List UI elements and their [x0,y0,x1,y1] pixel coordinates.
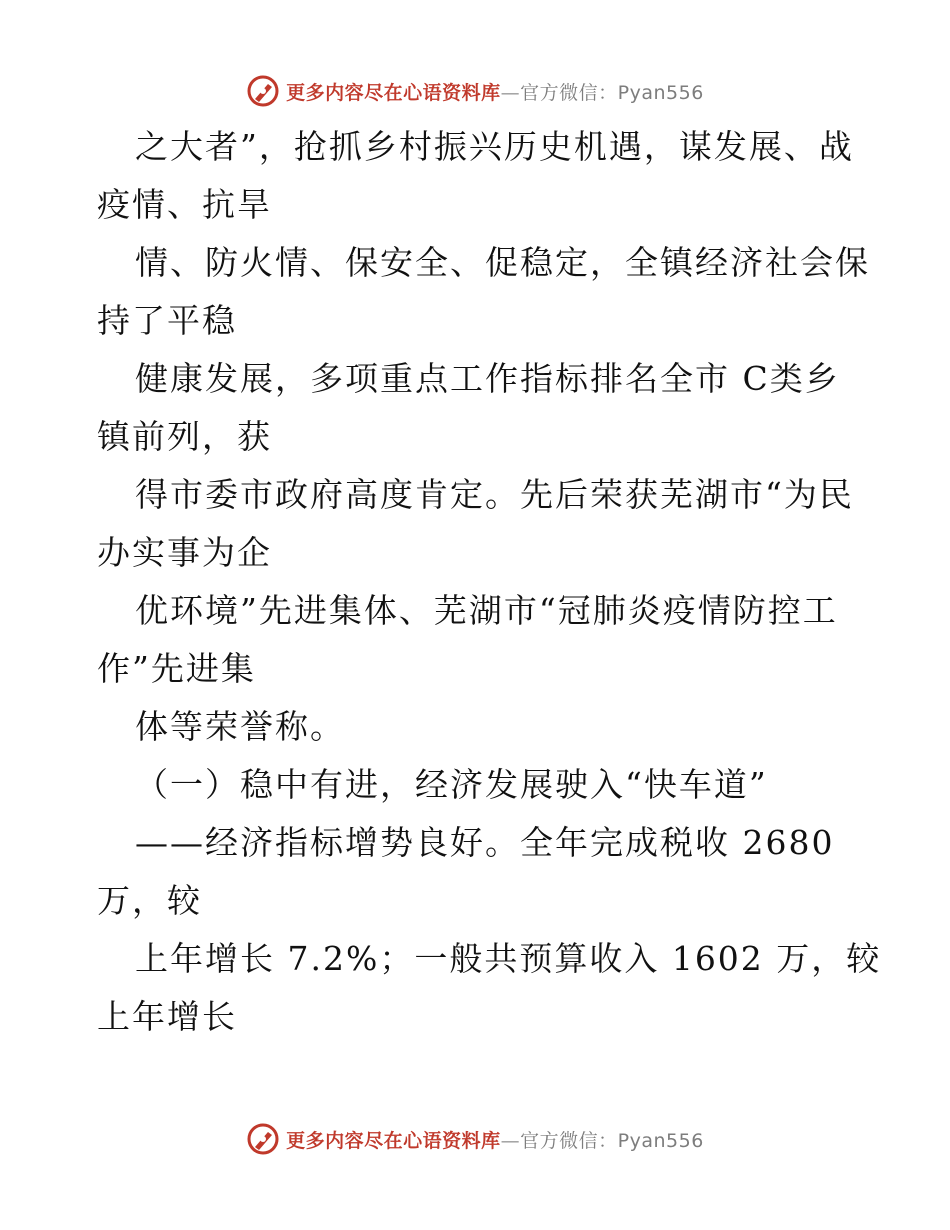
text-line: 优环境”先进集体、芜湖市“冠肺炎疫情防控工 [135,591,838,630]
text-line: 体等荣誉称。 [135,707,345,746]
pen-circle-logo-icon [246,74,280,108]
text-line: 办实事为企 [97,533,272,572]
document-body [97,118,882,1046]
text-line: 持了平稳 [97,301,237,340]
text-line: 疫情、抗旱 [97,185,272,224]
text-line: ——经济指标增势良好。全年完成税收 2680 [135,823,835,862]
watermark-site-name: 更多内容尽在心语资料库 [286,81,501,104]
footer-watermark [0,1119,950,1159]
watermark-wechat: 官方微信：Pyan556 [520,81,704,104]
watermark-dash: — [500,81,521,104]
text-line: 万，较 [97,881,202,920]
text-line: 得市委市政府高度肯定。先后荣获芜湖市“为民 [135,475,854,514]
text-line: 上年增长 7.2%；一般共预算收入 1602 万，较 [135,939,882,978]
watermark-wechat: 官方微信：Pyan556 [520,1129,704,1152]
text-line: 情、防火情、保安全、促稳定，全镇经济社会保 [135,243,870,282]
text-line: 健康发展，多项重点工作指标排名全市 C类乡 [135,359,840,398]
text-line: 镇前列，获 [97,417,272,456]
section-heading: （一）稳中有进，经济发展驶入“快车道” [135,765,768,804]
text-line: 上年增长 [97,997,237,1036]
text-line: 之大者”，抢抓乡村振兴历史机遇，谋发展、战 [135,127,854,166]
text-line: 作”先进集 [97,649,256,688]
watermark-site-name: 更多内容尽在心语资料库 [286,1129,501,1152]
header-watermark [0,71,950,111]
watermark-dash: — [500,1129,521,1152]
pen-circle-logo-icon [246,1122,280,1156]
